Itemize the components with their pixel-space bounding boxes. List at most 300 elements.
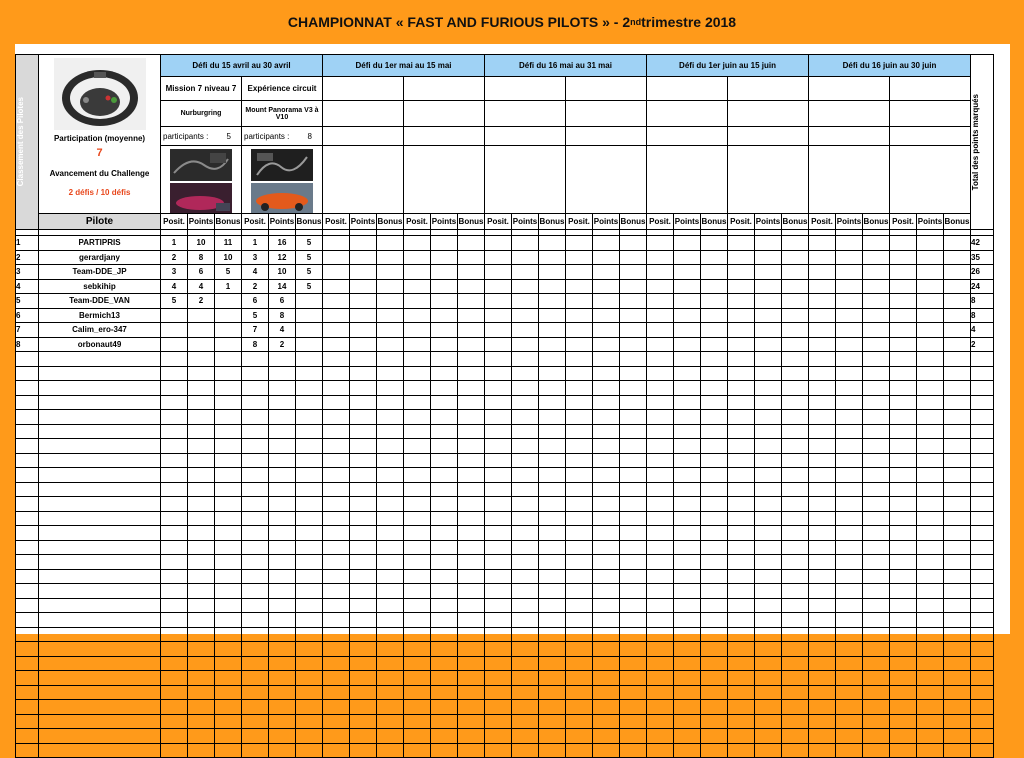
empty-cell [269, 671, 296, 686]
empty-cell [296, 743, 323, 758]
empty-cell [944, 700, 971, 715]
empty-cell [593, 410, 620, 425]
empty-cell [431, 656, 458, 671]
empty-cell [755, 714, 782, 729]
empty-cell [728, 569, 755, 584]
empty-cell [944, 555, 971, 570]
empty-cell [539, 714, 566, 729]
empty-cell [296, 497, 323, 512]
empty-cell [431, 468, 458, 483]
empty-cell [890, 642, 917, 657]
empty-cell [566, 700, 593, 715]
empty-cell [674, 555, 701, 570]
empty-cell [39, 714, 161, 729]
empty-cell [539, 439, 566, 454]
empty-cell [269, 352, 296, 367]
empty-cell [890, 627, 917, 642]
challenge2-value: 7 [242, 323, 269, 338]
empty-cell [944, 294, 971, 309]
empty-cell [836, 250, 863, 265]
empty-cell [16, 714, 39, 729]
empty-cell [539, 294, 566, 309]
empty-cell [674, 540, 701, 555]
empty-cell [674, 729, 701, 744]
empty-cell [863, 294, 890, 309]
empty-cell [431, 569, 458, 584]
empty-cell [161, 497, 188, 512]
empty-cell [890, 671, 917, 686]
empty-cell [377, 323, 404, 338]
empty-cell [16, 584, 39, 599]
empty-cell [39, 511, 161, 526]
challenge1-value: 3 [161, 265, 188, 280]
empty-cell [755, 294, 782, 309]
empty-cell [404, 700, 431, 715]
empty-cell [782, 337, 809, 352]
empty-cell [944, 627, 971, 642]
empty-cell [809, 729, 836, 744]
empty-cell [539, 453, 566, 468]
empty-cell [593, 482, 620, 497]
empty-cell [269, 381, 296, 396]
empty-cell [917, 294, 944, 309]
empty-cell [566, 729, 593, 744]
empty-cell [728, 714, 755, 729]
challenge1-value [188, 323, 215, 338]
empty-cell [39, 366, 161, 381]
empty-cell [242, 526, 269, 541]
empty-cell [458, 700, 485, 715]
empty-cell [512, 250, 539, 265]
empty-cell [944, 613, 971, 628]
empty-cell [161, 743, 188, 758]
empty-cell [971, 366, 994, 381]
empty-cell [512, 743, 539, 758]
empty-cell [350, 424, 377, 439]
challenge2-value: 5 [296, 236, 323, 251]
empty-cell [458, 743, 485, 758]
challenge-circuit [647, 101, 728, 127]
empty-cell [593, 323, 620, 338]
empty-cell [863, 700, 890, 715]
empty-cell [593, 453, 620, 468]
empty-cell [458, 453, 485, 468]
empty-cell [728, 265, 755, 280]
empty-cell [944, 743, 971, 758]
empty-cell [215, 482, 242, 497]
empty-cell [269, 598, 296, 613]
empty-cell [377, 439, 404, 454]
empty-cell [809, 627, 836, 642]
empty-cell [944, 584, 971, 599]
empty-cell [863, 598, 890, 613]
empty-cell [917, 410, 944, 425]
empty-cell [917, 584, 944, 599]
empty-cell [377, 714, 404, 729]
empty-cell [377, 352, 404, 367]
challenge1-value: 2 [161, 250, 188, 265]
rank-cell: 8 [16, 337, 39, 352]
empty-cell [296, 642, 323, 657]
empty-cell [620, 468, 647, 483]
empty-cell [701, 555, 728, 570]
empty-cell [404, 381, 431, 396]
empty-cell [917, 323, 944, 338]
empty-cell [593, 468, 620, 483]
empty-cell [728, 236, 755, 251]
empty-cell [215, 439, 242, 454]
empty-cell [809, 598, 836, 613]
empty-cell [431, 685, 458, 700]
challenge2-value: 2 [269, 337, 296, 352]
empty-cell [350, 381, 377, 396]
empty-cell [917, 511, 944, 526]
empty-cell [242, 439, 269, 454]
empty-cell [539, 584, 566, 599]
challenge2-value: 10 [269, 265, 296, 280]
empty-cell [728, 381, 755, 396]
empty-cell [269, 700, 296, 715]
empty-cell [782, 613, 809, 628]
empty-cell [16, 656, 39, 671]
empty-cell [863, 511, 890, 526]
challenge1-value: 6 [188, 265, 215, 280]
empty-cell [350, 511, 377, 526]
empty-cell [809, 714, 836, 729]
empty-cell [242, 410, 269, 425]
empty-cell [620, 685, 647, 700]
empty-cell [674, 700, 701, 715]
empty-cell [161, 453, 188, 468]
challenge2-value: 2 [242, 279, 269, 294]
empty-cell [674, 526, 701, 541]
empty-cell [512, 729, 539, 744]
empty-cell [16, 685, 39, 700]
empty-cell [323, 424, 350, 439]
empty-cell [755, 236, 782, 251]
empty-cell [647, 729, 674, 744]
empty-cell [350, 714, 377, 729]
empty-cell [539, 424, 566, 439]
empty-cell [512, 584, 539, 599]
empty-cell [242, 671, 269, 686]
empty-cell [431, 613, 458, 628]
empty-cell [566, 598, 593, 613]
empty-cell [188, 540, 215, 555]
empty-cell [350, 613, 377, 628]
period-header: Défi du 15 avril au 30 avril [161, 55, 323, 77]
empty-cell [701, 584, 728, 599]
empty-cell [863, 279, 890, 294]
empty-cell [890, 323, 917, 338]
empty-cell [323, 729, 350, 744]
empty-cell [836, 366, 863, 381]
empty-cell [485, 468, 512, 483]
empty-cell [809, 279, 836, 294]
empty-cell [458, 482, 485, 497]
empty-cell [296, 439, 323, 454]
empty-cell [836, 671, 863, 686]
empty-cell [377, 540, 404, 555]
empty-cell [836, 236, 863, 251]
total-cell: 24 [971, 279, 994, 294]
empty-cell [674, 424, 701, 439]
challenge2-value: 6 [242, 294, 269, 309]
empty-cell [431, 671, 458, 686]
challenge-image-cell [242, 146, 323, 214]
rank-cell: 5 [16, 294, 39, 309]
empty-cell [647, 381, 674, 396]
challenge-image-cell [323, 146, 404, 214]
empty-cell [620, 482, 647, 497]
empty-cell [890, 729, 917, 744]
empty-cell [647, 308, 674, 323]
empty-cell [269, 584, 296, 599]
empty-cell [944, 598, 971, 613]
empty-cell [188, 424, 215, 439]
empty-cell [323, 584, 350, 599]
total-cell: 35 [971, 250, 994, 265]
empty-cell [215, 627, 242, 642]
empty-cell [917, 482, 944, 497]
challenge-participants [161, 127, 242, 146]
empty-cell [296, 468, 323, 483]
empty-cell [350, 526, 377, 541]
challenge2-value [296, 323, 323, 338]
empty-cell [269, 482, 296, 497]
empty-cell [782, 555, 809, 570]
empty-cell [296, 424, 323, 439]
empty-cell [836, 613, 863, 628]
empty-cell [296, 381, 323, 396]
empty-cell [782, 236, 809, 251]
empty-cell [944, 511, 971, 526]
empty-cell [701, 613, 728, 628]
empty-cell [269, 569, 296, 584]
empty-cell [485, 410, 512, 425]
empty-cell [620, 337, 647, 352]
empty-cell [39, 627, 161, 642]
empty-cell [782, 424, 809, 439]
race-car-image [170, 183, 232, 213]
empty-cell [323, 453, 350, 468]
empty-cell [863, 729, 890, 744]
empty-cell [890, 555, 917, 570]
empty-cell [809, 511, 836, 526]
empty-cell [566, 482, 593, 497]
empty-cell [944, 671, 971, 686]
empty-cell [620, 366, 647, 381]
empty-cell [431, 526, 458, 541]
empty-cell [16, 381, 39, 396]
empty-cell [377, 468, 404, 483]
empty-cell [593, 714, 620, 729]
empty-cell [593, 540, 620, 555]
challenge-participants [809, 127, 890, 146]
empty-cell [404, 569, 431, 584]
challenge1-value [161, 337, 188, 352]
challenge2-value: 3 [242, 250, 269, 265]
empty-cell [512, 453, 539, 468]
empty-cell [485, 497, 512, 512]
empty-cell [350, 366, 377, 381]
bonus-header: Bonus [458, 214, 485, 230]
empty-cell [701, 294, 728, 309]
empty-cell [917, 700, 944, 715]
empty-cell [539, 497, 566, 512]
empty-cell [539, 352, 566, 367]
empty-cell [485, 279, 512, 294]
empty-cell [782, 540, 809, 555]
empty-cell [836, 743, 863, 758]
posit-header: Posit. [890, 214, 917, 230]
empty-cell [917, 279, 944, 294]
empty-cell [458, 395, 485, 410]
empty-cell [593, 729, 620, 744]
empty-cell [647, 250, 674, 265]
empty-cell [296, 540, 323, 555]
empty-cell [377, 671, 404, 686]
empty-cell [701, 308, 728, 323]
empty-cell [323, 497, 350, 512]
empty-cell [944, 729, 971, 744]
empty-cell [16, 700, 39, 715]
empty-cell [431, 381, 458, 396]
empty-cell [944, 714, 971, 729]
empty-cell [782, 743, 809, 758]
empty-cell [647, 323, 674, 338]
empty-cell [809, 497, 836, 512]
empty-cell [485, 395, 512, 410]
empty-cell [944, 250, 971, 265]
empty-cell [188, 395, 215, 410]
empty-cell [323, 627, 350, 642]
avancement-label: Avancement du Challenge [49, 169, 150, 178]
empty-cell [215, 714, 242, 729]
challenge-circuit [566, 101, 647, 127]
empty-cell [836, 511, 863, 526]
empty-cell [755, 555, 782, 570]
challenge-circuit [728, 101, 809, 127]
empty-cell [16, 555, 39, 570]
challenge2-value [296, 294, 323, 309]
empty-cell [431, 265, 458, 280]
empty-cell [485, 700, 512, 715]
empty-cell [512, 395, 539, 410]
empty-cell [809, 569, 836, 584]
empty-cell [647, 482, 674, 497]
empty-cell [242, 555, 269, 570]
empty-cell [242, 453, 269, 468]
empty-cell [566, 410, 593, 425]
empty-cell [323, 714, 350, 729]
empty-cell [188, 714, 215, 729]
empty-cell [809, 642, 836, 657]
empty-cell [458, 642, 485, 657]
challenge1-value: 5 [215, 265, 242, 280]
empty-cell [431, 410, 458, 425]
empty-cell [431, 395, 458, 410]
empty-cell [674, 308, 701, 323]
empty-cell [269, 540, 296, 555]
empty-cell [188, 627, 215, 642]
empty-cell [350, 439, 377, 454]
empty-cell [161, 685, 188, 700]
empty-cell [377, 569, 404, 584]
steering-wheel-image [54, 58, 146, 130]
empty-cell [674, 671, 701, 686]
empty-cell [215, 395, 242, 410]
empty-cell [782, 366, 809, 381]
empty-cell [917, 613, 944, 628]
empty-cell [458, 424, 485, 439]
pilote-name: sebkihip [39, 279, 161, 294]
empty-cell [971, 439, 994, 454]
empty-cell [323, 540, 350, 555]
challenge1-value [215, 337, 242, 352]
empty-cell [674, 497, 701, 512]
empty-cell [566, 511, 593, 526]
empty-cell [350, 352, 377, 367]
empty-cell [890, 700, 917, 715]
empty-cell [755, 439, 782, 454]
empty-cell [809, 265, 836, 280]
challenge1-value: 1 [161, 236, 188, 251]
pilote-name: Team-DDE_JP [39, 265, 161, 280]
challenge1-value [215, 294, 242, 309]
empty-cell [269, 743, 296, 758]
total-cell: 4 [971, 323, 994, 338]
empty-cell [755, 656, 782, 671]
empty-cell [647, 468, 674, 483]
empty-cell [863, 410, 890, 425]
empty-cell [755, 598, 782, 613]
empty-cell [890, 352, 917, 367]
empty-cell [161, 613, 188, 628]
empty-cell [404, 714, 431, 729]
empty-cell [39, 453, 161, 468]
challenge-name [566, 77, 647, 101]
empty-cell [944, 468, 971, 483]
empty-cell [485, 308, 512, 323]
empty-cell [161, 598, 188, 613]
empty-cell [350, 482, 377, 497]
empty-cell [566, 265, 593, 280]
empty-cell [890, 613, 917, 628]
empty-cell [890, 685, 917, 700]
circuit-text: Mount Panorama V3 à V10 [245, 106, 319, 121]
empty-cell [296, 598, 323, 613]
empty-cell [269, 685, 296, 700]
empty-cell [404, 308, 431, 323]
empty-cell [620, 613, 647, 628]
empty-cell [836, 279, 863, 294]
empty-cell [620, 627, 647, 642]
empty-cell [161, 439, 188, 454]
empty-cell [809, 381, 836, 396]
empty-cell [647, 439, 674, 454]
ranking-label-text: Classement des Pilotes [16, 97, 25, 187]
challenge1-value [188, 337, 215, 352]
title-sup: nd [630, 17, 642, 27]
empty-cell [377, 555, 404, 570]
empty-cell [242, 468, 269, 483]
empty-cell [971, 540, 994, 555]
empty-cell [404, 439, 431, 454]
empty-cell [620, 424, 647, 439]
empty-cell [512, 352, 539, 367]
empty-cell [917, 598, 944, 613]
